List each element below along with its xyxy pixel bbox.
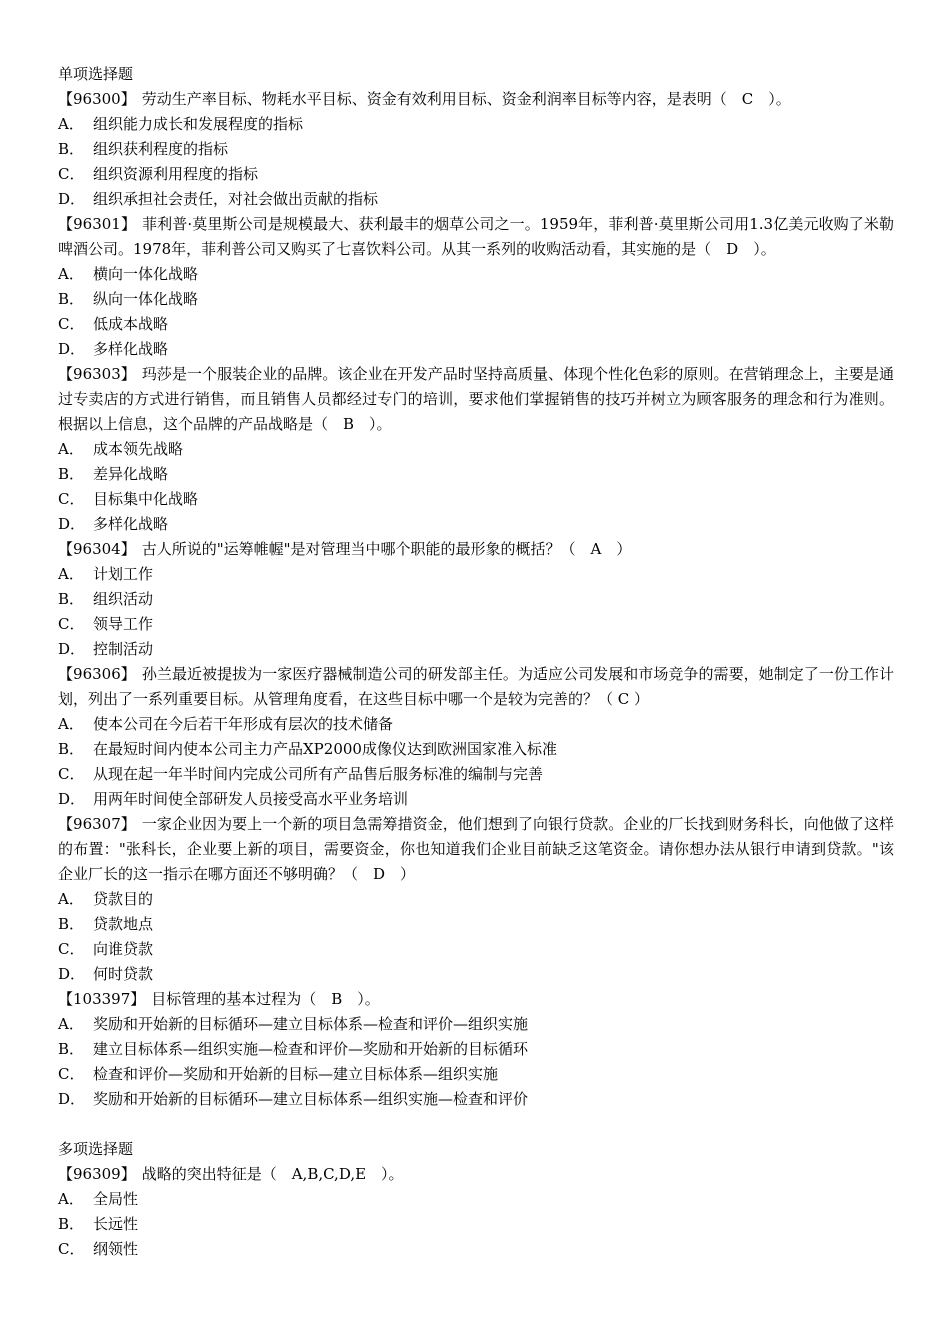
option-letter: A． (58, 890, 84, 908)
question-body: 目标管理的基本过程为（ B ）。 (151, 990, 380, 1008)
option-text: 贷款目的 (93, 890, 154, 908)
option-c (58, 162, 894, 187)
option-a (58, 262, 894, 287)
question-item (58, 362, 894, 537)
option-b (58, 287, 894, 312)
question-item (58, 1162, 894, 1262)
section-multiple-choice (58, 1137, 894, 1262)
option-text: 纵向一体化战略 (93, 290, 199, 308)
question-body: 战略的突出特征是（ A,B,C,D,E ）。 (141, 1165, 404, 1183)
option-d (58, 787, 894, 812)
option-c (58, 937, 894, 962)
option-a (58, 1012, 894, 1037)
option-d (58, 187, 894, 212)
option-text: 成本领先战略 (93, 440, 184, 458)
section-heading: 多项选择题 (58, 1140, 134, 1158)
question-text (58, 987, 894, 1012)
question-text (58, 812, 894, 887)
option-letter: A． (58, 1015, 84, 1033)
document-page (58, 62, 894, 1262)
question-id: 【96304】 (58, 540, 136, 558)
option-letter: B． (58, 465, 85, 483)
option-letter: D． (58, 790, 86, 808)
question-text (58, 1162, 894, 1187)
option-b (58, 137, 894, 162)
option-c (58, 1237, 894, 1262)
question-body: 古人所说的"运筹帷幄"是对管理当中哪个职能的最形象的概括？（ A ） (141, 540, 632, 558)
option-text: 贷款地点 (93, 915, 154, 933)
question-text (58, 212, 894, 262)
option-text: 在最短时间内使本公司主力产品XP2000成像仪达到欧洲国家准入标准 (93, 740, 557, 758)
option-a (58, 437, 894, 462)
option-letter: B． (58, 140, 85, 158)
option-text: 从现在起一年半时间内完成公司所有产品售后服务标准的编制与完善 (93, 765, 544, 783)
option-text: 何时贷款 (93, 965, 154, 983)
option-d (58, 962, 894, 987)
option-text: 组织能力成长和发展程度的指标 (93, 115, 304, 133)
option-letter: C． (58, 165, 85, 183)
option-letter: C． (58, 490, 85, 508)
section-spacer (58, 1112, 894, 1137)
question-id: 【96301】 (58, 215, 137, 233)
option-text: 检查和评价—奖励和开始新的目标—建立目标体系—组织实施 (93, 1065, 499, 1083)
question-item (58, 212, 894, 362)
option-text: 目标集中化战略 (93, 490, 199, 508)
question-text (58, 362, 894, 437)
option-b (58, 1037, 894, 1062)
option-letter: C． (58, 1240, 85, 1258)
option-text: 使本公司在今后若干年形成有层次的技术储备 (93, 715, 394, 733)
question-item (58, 87, 894, 212)
option-letter: A． (58, 565, 84, 583)
question-text (58, 537, 894, 562)
option-a (58, 887, 894, 912)
question-id: 【96306】 (58, 665, 136, 683)
option-letter: A． (58, 715, 84, 733)
option-letter: B． (58, 740, 85, 758)
option-text: 多样化战略 (93, 340, 169, 358)
option-c (58, 312, 894, 337)
option-letter: B． (58, 1215, 85, 1233)
option-a (58, 562, 894, 587)
question-id: 【96307】 (58, 815, 136, 833)
option-letter: C． (58, 1065, 85, 1083)
option-letter: C． (58, 315, 85, 333)
option-text: 奖励和开始新的目标循环—建立目标体系—组织实施—检查和评价 (93, 1090, 529, 1108)
option-text: 纲领性 (93, 1240, 139, 1258)
question-body: 劳动生产率目标、物耗水平目标、资金有效利用目标、资金利润率目标等内容，是表明（ C ）。 (141, 90, 791, 108)
section-single-choice (58, 62, 894, 1112)
question-item (58, 987, 894, 1112)
question-item (58, 662, 894, 812)
option-text: 领导工作 (93, 615, 154, 633)
option-text: 横向一体化战略 (93, 265, 199, 283)
section-heading: 单项选择题 (58, 65, 134, 83)
option-d (58, 512, 894, 537)
option-c (58, 487, 894, 512)
option-b (58, 587, 894, 612)
option-b (58, 462, 894, 487)
option-c (58, 762, 894, 787)
option-letter: B． (58, 290, 85, 308)
option-a (58, 712, 894, 737)
option-letter: A． (58, 115, 84, 133)
question-body: 一家企业因为要上一个新的项目急需筹措资金，他们想到了向银行贷款。企业的厂长找到财务科长，向他做了这样的布置："张科长，企业要上新的项目，需要资金，你也知道我们企业目前缺乏这笔资金。请你想办法从银行申请到贷款。"该企业厂长的这一指示在哪方面还不够明确？（ D ） (58, 815, 894, 883)
option-b (58, 912, 894, 937)
option-a (58, 1187, 894, 1212)
option-text: 向谁贷款 (93, 940, 154, 958)
question-id: 【96309】 (58, 1165, 136, 1183)
question-text (58, 662, 894, 712)
question-id: 【96300】 (58, 90, 136, 108)
option-c (58, 612, 894, 637)
question-text (58, 87, 894, 112)
option-text: 组织获利程度的指标 (93, 140, 229, 158)
option-text: 组织活动 (93, 590, 154, 608)
option-letter: D． (58, 640, 86, 658)
option-text: 全局性 (93, 1190, 139, 1208)
option-text: 组织资源利用程度的指标 (93, 165, 259, 183)
option-a (58, 112, 894, 137)
option-d (58, 1087, 894, 1112)
option-text: 低成本战略 (93, 315, 169, 333)
question-body: 菲利普·莫里斯公司是规模最大、获利最丰的烟草公司之一。1959年，菲利普·莫里斯公司用1.3亿美元收购了米勒啤酒公司。1978年，菲利普公司又购买了七喜饮料公司。从其一系列的收购活动看，其实施的是（ D ）。 (58, 215, 894, 258)
option-text: 长远性 (93, 1215, 139, 1233)
option-letter: D． (58, 340, 86, 358)
option-letter: C． (58, 615, 85, 633)
question-body: 孙兰最近被提拔为一家医疗器械制造公司的研发部主任。为适应公司发展和市场竞争的需要，她制定了一份工作计划，列出了一系列重要目标。从管理角度看，在这些目标中哪一个是较为完善的？（ C ） (58, 665, 894, 708)
option-b (58, 737, 894, 762)
option-b (58, 1212, 894, 1237)
question-body: 玛莎是一个服装企业的品牌。该企业在开发产品时坚持高质量、体现个性化色彩的原则。在营销理念上，主要是通过专卖店的方式进行销售，而且销售人员都经过专门的培训，要求他们掌握销售的技巧并树立为顾客服务的理念和行为准则。根据以上信息，这个品牌的产品战略是（ B ）。 (58, 365, 894, 433)
question-item (58, 537, 894, 662)
option-letter: D． (58, 190, 86, 208)
option-letter: A． (58, 1190, 84, 1208)
option-text: 差异化战略 (93, 465, 169, 483)
option-letter: B． (58, 1040, 85, 1058)
option-letter: B． (58, 590, 85, 608)
question-item (58, 812, 894, 987)
option-text: 奖励和开始新的目标循环—建立目标体系—检查和评价—组织实施 (93, 1015, 529, 1033)
option-letter: A． (58, 440, 84, 458)
option-d (58, 637, 894, 662)
option-text: 建立目标体系—组织实施—检查和评价—奖励和开始新的目标循环 (93, 1040, 529, 1058)
option-d (58, 337, 894, 362)
option-letter: A． (58, 265, 84, 283)
option-letter: D． (58, 515, 86, 533)
option-letter: C． (58, 940, 85, 958)
option-letter: B． (58, 915, 85, 933)
question-id: 【103397】 (58, 990, 146, 1008)
option-text: 用两年时间使全部研发人员接受高水平业务培训 (93, 790, 409, 808)
option-letter: C． (58, 765, 85, 783)
option-letter: D． (58, 965, 86, 983)
option-text: 控制活动 (93, 640, 154, 658)
option-c (58, 1062, 894, 1087)
option-text: 计划工作 (93, 565, 154, 583)
option-text: 多样化战略 (93, 515, 169, 533)
option-letter: D． (58, 1090, 86, 1108)
question-id: 【96303】 (58, 365, 136, 383)
option-text: 组织承担社会责任，对社会做出贡献的指标 (93, 190, 379, 208)
